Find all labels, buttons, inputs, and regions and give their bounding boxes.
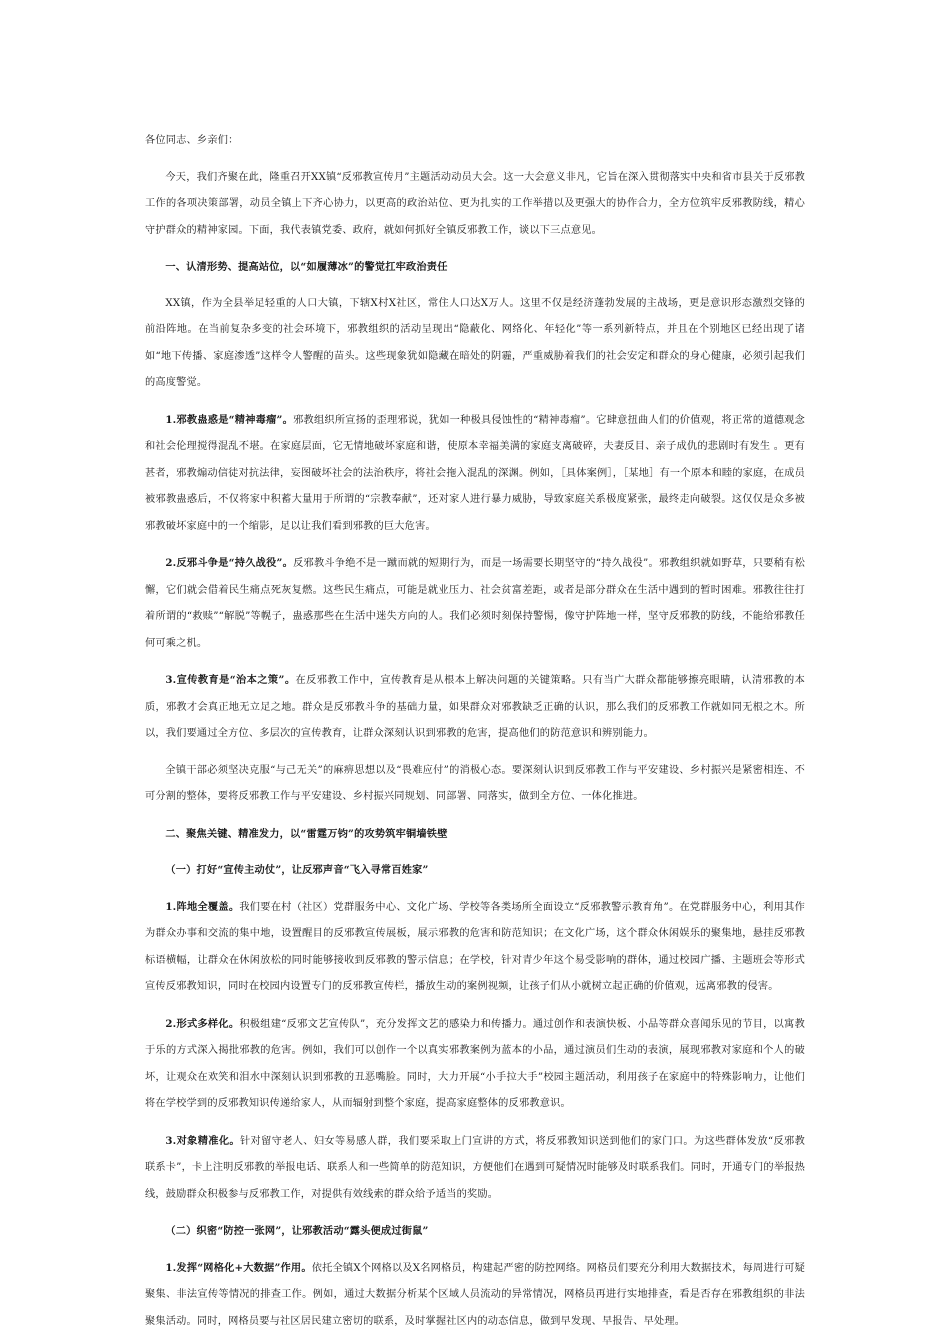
section2-item-b1	[145, 1255, 805, 1336]
section1-item3-text: 在反邪教工作中，宣传教育是从根本上解决问题的关键策略。只有当广大群众都能够擦亮眼睛，认清邪教的本质，邪教才会真正地无立足之地。群众是反邪教斗争的基础力量，如果群众对邪教缺乏正确的认识，那么我们的反邪教工作就如同无根之木。所以，我们要通过全方位、多层次的宣传教育，让群众深刻认识到邪教的危害，提高他们的防范意识和辨别能力。	[145, 675, 805, 739]
section2-subheading-2: （二）织密“防控一张网”，让邪教活动“露头便成过街鼠”	[165, 1225, 429, 1237]
section2-item-a1-text: 我们要在村（社区）党群服务中心、文化广场、学校等各类场所全面设立“反邪教警示教育角”。在党群服务中心，利用其作为群众办事和交流的集中地，设置醒目的反邪教宣传展板，展示邪教的危害和防范知识；在文化广场，这个群众休闲娱乐的聚集地，悬挂反邪教标语横幅，让群众在休闲放松的同时能够接收到反邪教的警示信息；在学校，针对青少年这个易受影响的群体，通过校园广播、主题班会等形式宣传反邪教知识，同时在校园内设置专门的反邪教宣传栏，播放生动的案例视频，让孩子们从小就树立起正确的价值观，远离邪教的侵害。	[145, 901, 805, 992]
section1-item1-text: 邪教组织所宣扬的歪理邪说，犹如一种极具侵蚀性的“精神毒瘤”。它肆意扭曲人们的价值观，将正常的道德观念和社会伦理搅得混乱不堪。在家庭层面，它无情地破坏家庭和谐，使原本幸福美满的家庭支离破碎，夫妻反目、亲子成仇的悲剧时有发生 。更有甚者，邪教煽动信徒对抗法律，妄图破坏社会的法治秩序，将社会拖入混乱的深渊。例如，［具体案例］，［某地］有一个原本和睦的家庭，在成员被邪教蛊惑后，不仅将家中积蓄大量用于所谓的“宗教奉献”，还对家人进行暴力威胁，导致家庭关系极度紧张，最终走向破裂。这仅仅是众多被邪教破坏家庭中的一个缩影，足以让我们看到邪教的巨大危害。	[145, 414, 805, 532]
section2-item-a3-text: 针对留守老人、妇女等易感人群，我们要采取上门宣讲的方式，将反邪教知识送到他们的家门口。为这些群体发放“反邪教联系卡”，卡上注明反邪教的举报电话、联系人和一些简单的防范知识，方便他们在遇到可疑情况时能够及时联系我们。同时，开通专门的举报热线，鼓励群众积极参与反邪教工作，对提供有效线索的群众给予适当的奖励。	[145, 1135, 805, 1200]
section2-item-a2	[145, 1011, 805, 1118]
section2-item-a2-text: 积极组建“反邪文艺宣传队”，充分发挥文艺的感染力和传播力。通过创作和表演快板、小品等群众喜闻乐见的节目，以寓教于乐的方式深入揭批邪教的危害。例如，我们可以创作一个以真实邪教案例为蓝本的小品，通过演员们生动的表演，展现邪教对家庭和个人的破坏，让观众在欢笑和泪水中深刻认识到邪教的丑恶嘴脸。同时，大力开展“小手拉大手”校园主题活动，利用孩子在家庭中的特殊影响力，让他们将在学校学到的反邪教知识传递给家人，从而辐射到整个家庭，提高家庭整体的反邪教意识。	[145, 1018, 805, 1109]
section1-closing-paragraph: 全镇干部必须坚决克服“与己无关”的麻痹思想以及“畏难应付”的消极心态。要深刻认识到反邪教工作与平安建设、乡村振兴是紧密相连、不可分割的整体，要将反邪教工作与平安建设、乡村振兴同规划、同部署、同落实，做到全方位、一体化推进。	[145, 764, 805, 802]
document-page	[145, 128, 805, 1335]
section1-item1-keyword: 1.邪教蛊惑是“精神毒瘤”。	[165, 413, 294, 426]
section2-item-a1-keyword: 1.阵地全覆盖。	[165, 900, 240, 913]
section1-heading: 一、认清形势、提高站位，以“如履薄冰”的警觉扛牢政治责任	[165, 261, 448, 273]
section2-item-b1-keyword: 1.发挥“网格化+大数据”作用。	[165, 1261, 312, 1274]
section2-item-b1-text: 依托全镇X个网格以及X名网格员，构建起严密的防控网络。网格员们要充分利用大数据技术，每周进行可疑聚集、非法宣传等情况的排查工作。例如，通过大数据分析某个区域人员流动的异常情况，网格员再进行实地排查，看是否存在邪教组织的非法聚集活动。同时，网格员要与社区居民建立密切的联系，及时掌握社区内的动态信息，做到早发现、早报告、早处理。	[145, 1262, 805, 1327]
section1-item3	[145, 667, 805, 748]
salutation: 各位同志、乡亲们：	[145, 135, 239, 146]
section2-item-a1	[145, 894, 805, 1001]
section2-item-a2-keyword: 2.形式多样化。	[165, 1017, 240, 1030]
section1-item2	[145, 550, 805, 657]
section1-paragraph: XX镇，作为全县举足轻重的人口大镇，下辖X村X社区，常住人口达X万人。这里不仅是经济蓬勃发展的主战场，更是意识形态激烈交锋的前沿阵地。在当前复杂多变的社会环境下，邪教组织的活动呈现出“隐蔽化、网络化、年轻化”等一系列新特点，并且在个别地区已经出现了诸如“地下传播、家庭渗透”这样令人警醒的苗头。这些现象犹如隐藏在暗处的阴霾，严重威胁着我们的社会安定和群众的身心健康，必须引起我们的高度警觉。	[145, 297, 805, 388]
section1-item2-keyword: 2.反邪斗争是“持久战役”。	[165, 557, 294, 569]
section2-heading: 二、聚焦关键、精准发力，以“雷霆万钧”的攻势筑牢铜墙铁壁	[165, 827, 448, 840]
section1-item2-text: 反邪教斗争绝不是一蹴而就的短期行为，而是一场需要长期坚守的“持久战役”。邪教组织就如野草，只要稍有松懈，它们就会借着民生痛点死灰复燃。这些民生痛点，可能是就业压力、社会贫富差距，或者是部分群众在生活中遇到的暂时困难。邪教往往打着所谓的“救赎”“解脱”等幌子，蛊惑那些在生活中迷失方向的人。我们必须时刻保持警惕，像守护阵地一样，坚守反邪教的防线，不能给邪教任何可乘之机。	[145, 558, 805, 649]
section2-item-a3-keyword: 3.对象精准化。	[165, 1134, 240, 1147]
section2-subheading-1: （一）打好“宣传主动仗”，让反邪声音“飞入寻常百姓家”	[165, 864, 429, 876]
intro-paragraph: 今天，我们齐聚在此，隆重召开XX镇“反邪教宣传月”主题活动动员大会。这一大会意义非凡，它旨在深入贯彻落实中央和省市县关于反邪教工作的各项决策部署，动员全镇上下齐心协力，以更高的政治站位、更为扎实的工作举措以及更强大的协作合力，全方位筑牢反邪教防线，精心守护群众的精神家园。下面，我代表镇党委、政府，就如何抓好全镇反邪教工作，谈以下三点意见。	[145, 171, 805, 236]
section1-item1	[145, 407, 805, 541]
section2-item-a3	[145, 1128, 805, 1209]
section1-item3-keyword: 3.宣传教育是“治本之策”。	[165, 674, 296, 686]
